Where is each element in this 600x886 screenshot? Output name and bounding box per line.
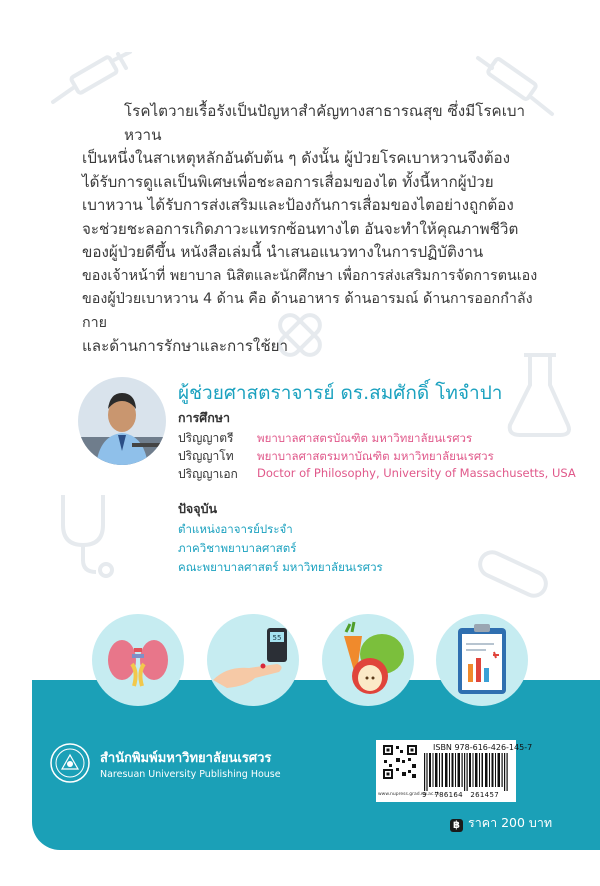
intro-line: ของเจ้าหน้าที่ พยาบาล นิสิตและนักศึกษา เพื่อการส่งเสริมการจัดการตนเอง: [82, 267, 538, 284]
current-position: ภาควิชาพยาบาลศาสตร์: [178, 541, 297, 555]
kidneys-icon: [92, 614, 184, 706]
degree-label: ปริญญาโท: [178, 449, 234, 463]
intro-line: โรคไตวายเรื้อรังเป็นปัญหาสำคัญทางสาธารณสุข ซึ่งมีโรคเบาหวาน: [124, 102, 526, 144]
intro-line: ของผู้ป่วยเบาหวาน 4 ด้าน คือ ด้านอาหาร ด้านอารมณ์ ด้านการออกกำลังกาย: [82, 291, 533, 331]
degree-value: พยาบาลศาสตรมหาบัณฑิต มหาวิทยาลัยนเรศวร: [257, 449, 494, 463]
vegetables-icon: [322, 614, 414, 706]
qr-code-icon: [382, 744, 418, 788]
clipboard-chart-icon: [436, 614, 528, 706]
degree-label: ปริญญาตรี: [178, 431, 234, 445]
price: [450, 813, 552, 833]
price-text: ราคา 200 บาท: [468, 815, 553, 830]
publisher-name-en: Naresuan University Publishing House: [100, 769, 281, 780]
degree-value: Doctor of Philosophy, University of Massachusetts, USA: [257, 466, 576, 480]
education-heading: การศึกษา: [178, 410, 231, 425]
degree-label: ปริญญาเอก: [178, 467, 238, 481]
intro-line: จะช่วยชะลอการเกิดภาวะแทรกซ้อนทางไต อันจะทำให้คุณภาพชีวิต: [82, 219, 519, 238]
intro-paragraph: [82, 100, 552, 359]
meter-reading: 55: [272, 634, 282, 642]
intro-line: และด้านการรักษาและการใช้ยา: [82, 337, 289, 355]
author-photo: [78, 377, 166, 465]
intro-line: เป็นหนึ่งในสาเหตุหลักอันดับต้น ๆ ดังนั้น ผู้ป่วยโรคเบาหวานจึงต้อง: [82, 149, 511, 167]
current-position: คณะพยาบาลศาสตร์ มหาวิทยาลัยนเรศวร: [178, 560, 383, 574]
qr-url: www.nupress.grad.nu.ac.th: [378, 792, 440, 797]
publisher-name-th: สำนักพิมพ์มหาวิทยาลัยนเรศวร: [100, 751, 272, 766]
isbn-label: ISBN 978-616-426-145-7: [433, 743, 533, 752]
current-heading: ปัจจุบัน: [178, 501, 218, 516]
current-position: ตำแหน่งอาจารย์ประจำ: [178, 522, 293, 536]
glucose-meter-icon: [207, 614, 299, 706]
bandage-icon: [470, 540, 560, 610]
barcode-icon: [424, 753, 512, 791]
intro-line: ของผู้ป่วยดีขึ้น หนังสือเล่มนี้ นำเสนอแนวทางในการปฏิบัติงาน: [82, 243, 484, 261]
author-name: ผู้ช่วยศาสตราจารย์ ดร.สมศักดิ์ โทจำปา: [178, 382, 503, 404]
baht-icon: ฿: [450, 819, 463, 832]
isbn-digits: 9 786164 261457: [422, 791, 499, 799]
stethoscope-icon: [48, 490, 128, 580]
university-seal-icon: [50, 743, 90, 783]
flask-icon: [500, 350, 580, 440]
intro-line: ได้รับการดูแลเป็นพิเศษเพื่อชะลอการเสื่อมของไต ทั้งนี้หากผู้ป่วย: [82, 172, 494, 191]
degree-value: พยาบาลศาสตรบัณฑิต มหาวิทยาลัยนเรศวร: [257, 431, 473, 445]
isbn-barcode-panel: [376, 740, 533, 802]
intro-line: เบาหวาน ได้รับการส่งเสริมและป้องกันการเสื่อมของไตอย่างถูกต้อง: [82, 196, 514, 214]
